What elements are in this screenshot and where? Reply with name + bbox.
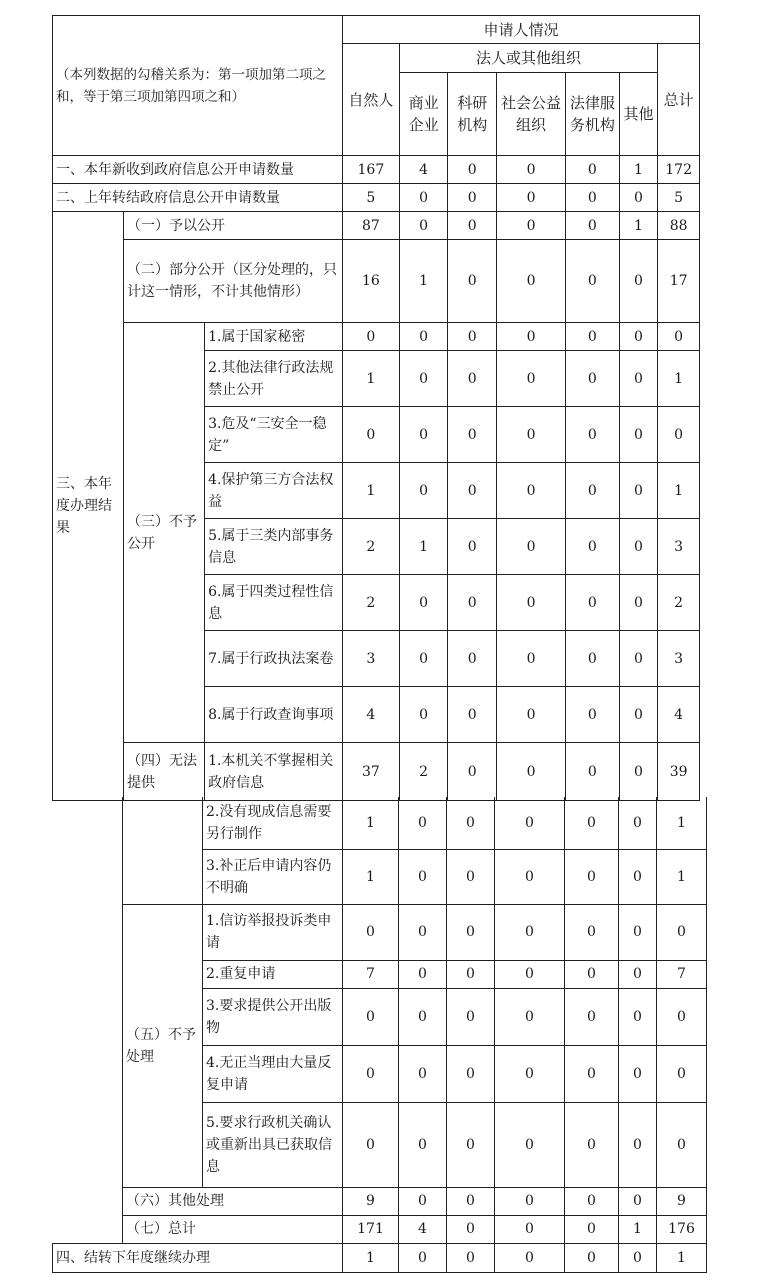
row-label: 8.属于行政查询事项 xyxy=(205,687,343,743)
table-row xyxy=(53,240,700,323)
cell: 0 xyxy=(657,1102,707,1187)
cell: 4 xyxy=(399,156,448,184)
cell: 0 xyxy=(497,575,566,631)
cell: 0 xyxy=(566,407,620,463)
cell: 0 xyxy=(619,960,657,988)
cell: 0 xyxy=(448,519,497,575)
column-note: （本列数据的勾稽关系为：第一项加第二项之和，等于第三项加第四项之和） xyxy=(53,16,343,156)
cell: 0 xyxy=(657,904,707,960)
section3-label: 三、本年度办理结果 xyxy=(53,212,124,801)
cell: 7 xyxy=(343,960,399,988)
cell: 2 xyxy=(342,519,399,575)
cell: 0 xyxy=(619,351,658,407)
table-row xyxy=(53,323,700,351)
cell: 0 xyxy=(565,1215,619,1243)
cell: 1 xyxy=(657,797,707,849)
cell: 0 xyxy=(497,212,566,240)
cell: 0 xyxy=(566,687,620,743)
cell: 0 xyxy=(497,323,566,351)
row-label: 4.无正当理由大量反复申请 xyxy=(203,1045,343,1102)
cell: 0 xyxy=(619,1187,657,1215)
cell: 2 xyxy=(342,575,399,631)
cell: 0 xyxy=(619,240,658,323)
cell: 0 xyxy=(399,1187,447,1215)
cell: 0 xyxy=(495,904,565,960)
row-label: 1.本机关不掌握相关政府信息 xyxy=(205,743,343,801)
header-other: 其他 xyxy=(619,73,658,156)
cell: 0 xyxy=(495,988,565,1045)
cell: 0 xyxy=(448,184,497,212)
row-label: （七）总计 xyxy=(123,1215,343,1243)
cell: 0 xyxy=(448,743,497,801)
cell: 0 xyxy=(619,519,658,575)
table-row xyxy=(53,1243,707,1272)
cell: 0 xyxy=(448,240,497,323)
header-research: 科研机构 xyxy=(448,73,497,156)
row-label: 4.保护第三方合法权益 xyxy=(205,463,343,519)
cell: 0 xyxy=(497,463,566,519)
cell: 1 xyxy=(619,1215,657,1243)
row-label: 5.属于三类内部事务信息 xyxy=(205,519,343,575)
row-label: （一）予以公开 xyxy=(123,212,342,240)
cell: 0 xyxy=(566,519,620,575)
cell: 0 xyxy=(619,631,658,687)
cell: 0 xyxy=(497,687,566,743)
cell: 0 xyxy=(447,1187,495,1215)
cell: 0 xyxy=(566,240,620,323)
cell: 0 xyxy=(447,1045,495,1102)
cell: 0 xyxy=(399,687,448,743)
cell: 171 xyxy=(343,1215,399,1243)
cell: 1 xyxy=(343,797,399,849)
cell: 1 xyxy=(343,1243,399,1272)
cell: 0 xyxy=(497,631,566,687)
cell: 0 xyxy=(447,797,495,849)
cell: 0 xyxy=(448,463,497,519)
cell: 0 xyxy=(399,463,448,519)
cell: 0 xyxy=(619,1243,657,1272)
cell: 0 xyxy=(448,212,497,240)
cell: 0 xyxy=(619,184,658,212)
cell: 1 xyxy=(342,351,399,407)
cell: 0 xyxy=(447,1102,495,1187)
header-legal-service: 法律服务机构 xyxy=(566,73,620,156)
cell: 0 xyxy=(566,631,620,687)
cell: 1 xyxy=(619,156,658,184)
cell: 1 xyxy=(657,849,707,904)
cell: 0 xyxy=(658,407,700,463)
cell: 1 xyxy=(619,212,658,240)
row-label: 2.没有现成信息需要另行制作 xyxy=(203,797,343,849)
cell: 0 xyxy=(448,323,497,351)
row-label: 6.属于四类过程性信息 xyxy=(205,575,343,631)
cell: 0 xyxy=(619,575,658,631)
cell: 172 xyxy=(658,156,700,184)
cell: 0 xyxy=(495,797,565,849)
cell: 1 xyxy=(399,240,448,323)
cell: 0 xyxy=(399,797,447,849)
cell: 2 xyxy=(658,575,700,631)
cell: 0 xyxy=(495,1215,565,1243)
cell: 0 xyxy=(399,212,448,240)
cell: 0 xyxy=(399,631,448,687)
cell: 0 xyxy=(497,351,566,407)
cell: 0 xyxy=(343,988,399,1045)
cell: 0 xyxy=(399,1243,447,1272)
cell: 9 xyxy=(657,1187,707,1215)
row-label: 一、本年新收到政府信息公开申请数量 xyxy=(53,156,343,184)
cell: 88 xyxy=(658,212,700,240)
group4-continuation xyxy=(123,797,203,904)
cell: 0 xyxy=(619,904,657,960)
cell: 0 xyxy=(497,240,566,323)
cell: 1 xyxy=(658,351,700,407)
cell: 0 xyxy=(566,323,620,351)
header-applicant-info: 申请人情况 xyxy=(342,16,699,44)
table-row xyxy=(53,904,707,960)
cell: 0 xyxy=(619,849,657,904)
row-label: 3.要求提供公开出版物 xyxy=(203,988,343,1045)
row-label: 3.危及“三安全一稳定” xyxy=(205,407,343,463)
cell: 0 xyxy=(447,988,495,1045)
cell: 0 xyxy=(657,1045,707,1102)
cell: 0 xyxy=(619,1045,657,1102)
row-label: 四、结转下年度继续办理 xyxy=(53,1243,343,1272)
cell: 0 xyxy=(566,212,620,240)
cell: 0 xyxy=(399,184,448,212)
cell: 0 xyxy=(399,407,448,463)
cell: 176 xyxy=(657,1215,707,1243)
cell: 4 xyxy=(658,687,700,743)
cell: 0 xyxy=(448,687,497,743)
cell: 0 xyxy=(399,351,448,407)
table-row xyxy=(53,1187,707,1215)
row-label: 5.要求行政机关确认或重新出具已获取信息 xyxy=(203,1102,343,1187)
cell: 0 xyxy=(565,904,619,960)
cell: 1 xyxy=(399,519,448,575)
cell: 0 xyxy=(399,960,447,988)
cell: 1 xyxy=(657,1243,707,1272)
cell: 0 xyxy=(342,323,399,351)
row-label: 1.属于国家秘密 xyxy=(205,323,343,351)
cell: 0 xyxy=(399,988,447,1045)
cell: 0 xyxy=(495,1243,565,1272)
cell: 0 xyxy=(343,904,399,960)
table-row xyxy=(53,184,700,212)
cell: 0 xyxy=(399,849,447,904)
row-label: 1.信访举报投诉类申请 xyxy=(203,904,343,960)
group5-label: （五）不予处理 xyxy=(123,904,203,1187)
table-row xyxy=(53,156,700,184)
cell: 0 xyxy=(448,631,497,687)
cell: 9 xyxy=(343,1187,399,1215)
cell: 0 xyxy=(619,687,658,743)
group3-label: （三）不予公开 xyxy=(123,323,204,743)
cell: 0 xyxy=(448,156,497,184)
cell: 3 xyxy=(342,631,399,687)
cell: 0 xyxy=(497,743,566,801)
cell: 5 xyxy=(658,184,700,212)
cell: 0 xyxy=(565,988,619,1045)
info-disclosure-table-part2 xyxy=(52,797,707,1273)
cell: 0 xyxy=(657,988,707,1045)
cell: 0 xyxy=(619,1102,657,1187)
cell: 0 xyxy=(495,1045,565,1102)
table-row xyxy=(53,743,700,801)
cell: 0 xyxy=(565,797,619,849)
cell: 0 xyxy=(566,463,620,519)
cell: 37 xyxy=(342,743,399,801)
cell: 39 xyxy=(658,743,700,801)
cell: 3 xyxy=(658,519,700,575)
cell: 0 xyxy=(399,1102,447,1187)
header-social-welfare: 社会公益组织 xyxy=(497,73,566,156)
row-label: （六）其他处理 xyxy=(123,1187,343,1215)
row-label: 二、上年转结政府信息公开申请数量 xyxy=(53,184,343,212)
cell: 0 xyxy=(565,1187,619,1215)
cell: 0 xyxy=(619,797,657,849)
table-row xyxy=(53,212,700,240)
cell: 0 xyxy=(497,407,566,463)
cell: 0 xyxy=(658,323,700,351)
cell: 0 xyxy=(343,1045,399,1102)
header-total: 总计 xyxy=(658,44,700,156)
cell: 0 xyxy=(447,960,495,988)
cell: 1 xyxy=(342,463,399,519)
cell: 3 xyxy=(658,631,700,687)
row-label: 7.属于行政执法案卷 xyxy=(205,631,343,687)
row-label: 2.其他法律行政法规禁止公开 xyxy=(205,351,343,407)
cell: 0 xyxy=(342,407,399,463)
row-label: （二）部分公开（区分处理的，只计这一情形，不计其他情形） xyxy=(123,240,342,323)
group4-label: （四）无法提供 xyxy=(123,743,204,801)
cell: 0 xyxy=(566,743,620,801)
cell: 0 xyxy=(566,575,620,631)
cell: 0 xyxy=(448,407,497,463)
cell: 0 xyxy=(448,351,497,407)
cell: 87 xyxy=(342,212,399,240)
table-row xyxy=(53,797,707,849)
cell: 0 xyxy=(495,1102,565,1187)
cell: 0 xyxy=(447,849,495,904)
cell: 1 xyxy=(343,849,399,904)
cell: 0 xyxy=(565,849,619,904)
cell: 2 xyxy=(399,743,448,801)
cell: 0 xyxy=(448,575,497,631)
cell: 0 xyxy=(565,1045,619,1102)
cell: 0 xyxy=(565,1102,619,1187)
cell: 5 xyxy=(342,184,399,212)
cell: 0 xyxy=(566,351,620,407)
cell: 0 xyxy=(565,1243,619,1272)
cell: 0 xyxy=(399,904,447,960)
cell: 0 xyxy=(447,1215,495,1243)
cell: 0 xyxy=(343,1102,399,1187)
cell: 0 xyxy=(497,156,566,184)
cell: 0 xyxy=(619,988,657,1045)
cell: 0 xyxy=(495,849,565,904)
header-legal-org: 法人或其他组织 xyxy=(399,44,658,73)
cell: 0 xyxy=(565,960,619,988)
cell: 0 xyxy=(399,575,448,631)
cell: 7 xyxy=(657,960,707,988)
cell: 0 xyxy=(447,1243,495,1272)
cell: 0 xyxy=(497,184,566,212)
cell: 0 xyxy=(447,904,495,960)
cell: 0 xyxy=(497,519,566,575)
cell: 0 xyxy=(566,156,620,184)
cell: 0 xyxy=(566,184,620,212)
cell: 0 xyxy=(619,323,658,351)
cell: 0 xyxy=(399,1045,447,1102)
info-disclosure-table-part1 xyxy=(52,15,700,801)
cell: 1 xyxy=(658,463,700,519)
row-label: 2.重复申请 xyxy=(203,960,343,988)
cell: 0 xyxy=(619,743,658,801)
cell: 167 xyxy=(342,156,399,184)
header-natural-person: 自然人 xyxy=(342,44,399,156)
row-label: 3.补正后申请内容仍不明确 xyxy=(203,849,343,904)
cell: 16 xyxy=(342,240,399,323)
cell: 0 xyxy=(619,463,658,519)
cell: 4 xyxy=(399,1215,447,1243)
section3-continuation xyxy=(53,797,123,1243)
table-row xyxy=(53,1215,707,1243)
cell: 0 xyxy=(619,407,658,463)
cell: 0 xyxy=(399,323,448,351)
header-business: 商业企业 xyxy=(399,73,448,156)
cell: 4 xyxy=(342,687,399,743)
cell: 0 xyxy=(495,1187,565,1215)
cell: 0 xyxy=(495,960,565,988)
cell: 17 xyxy=(658,240,700,323)
